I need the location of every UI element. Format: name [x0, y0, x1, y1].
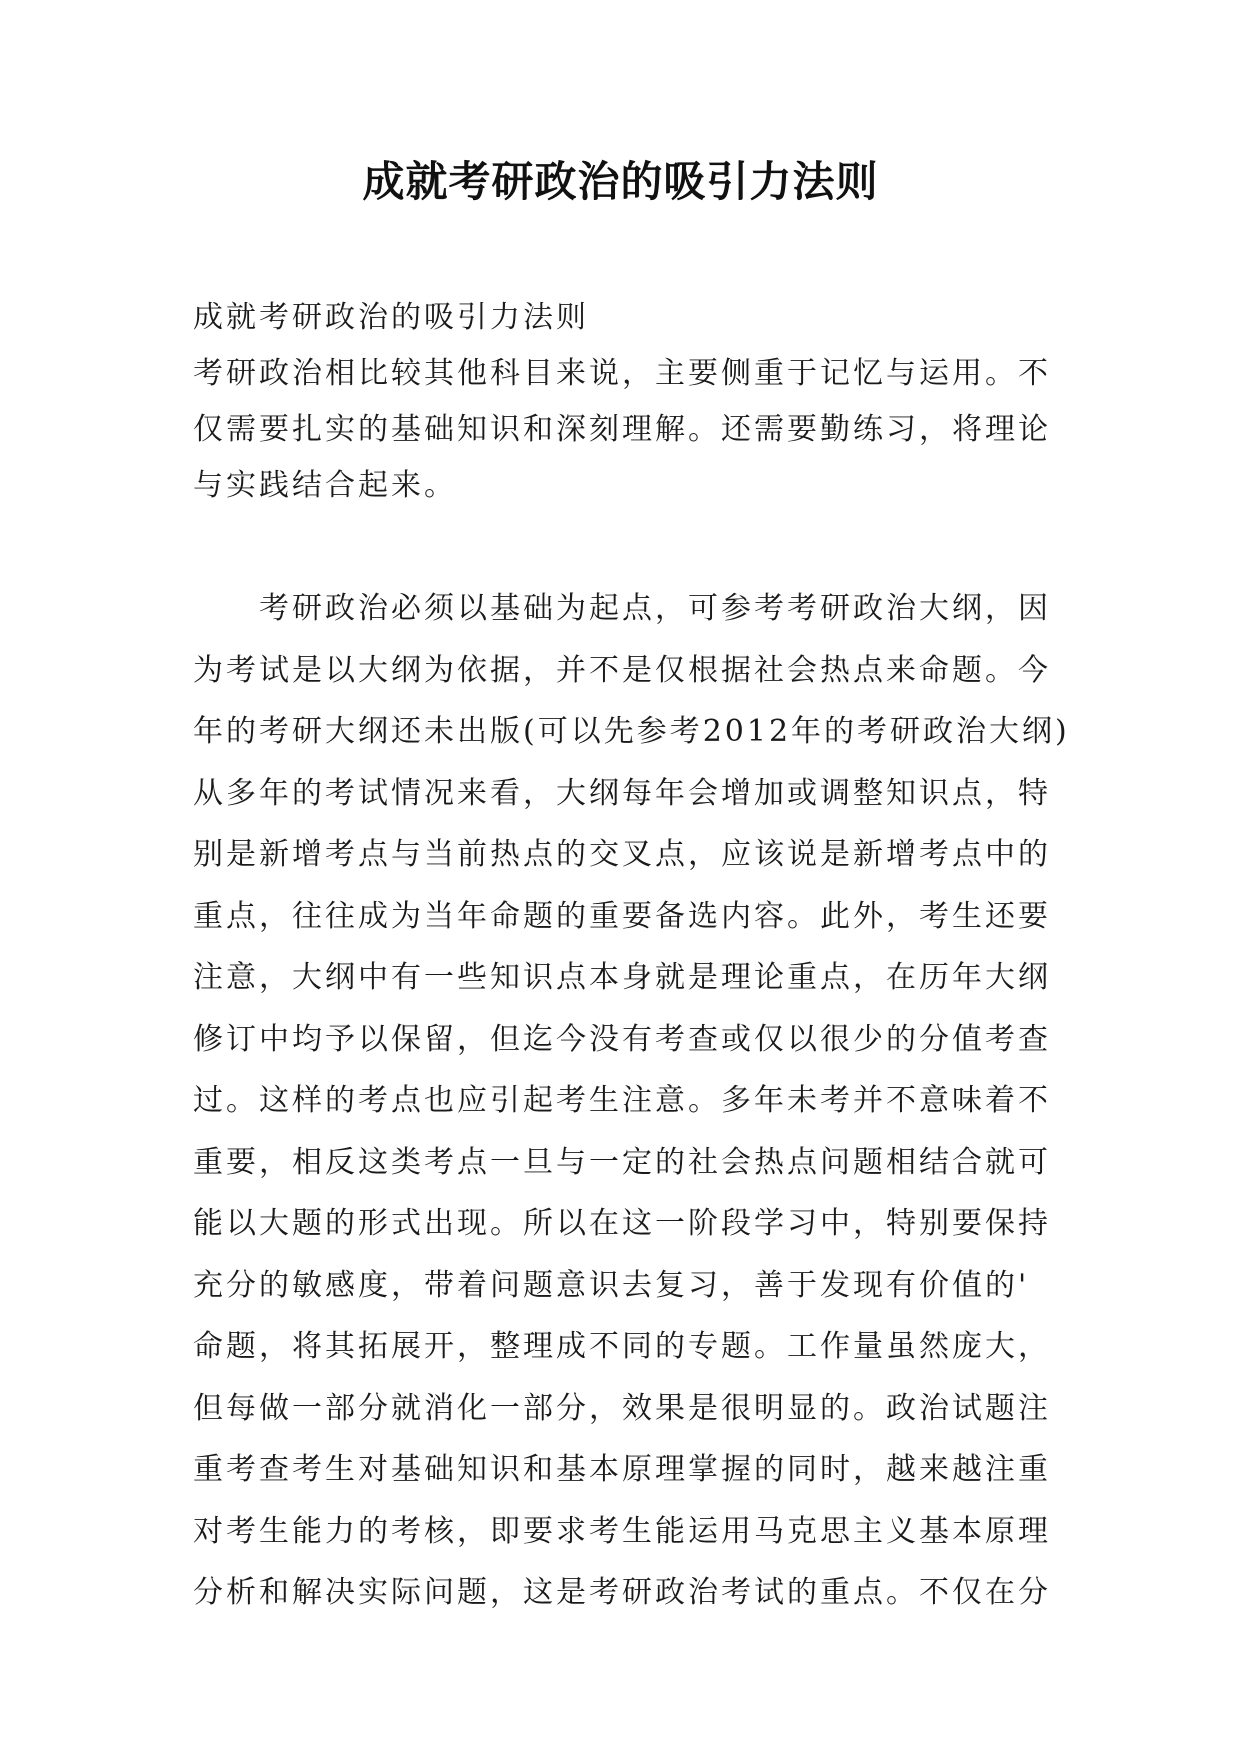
body-line: 分析和解决实际问题，这是考研政治考试的重点。不仅在分: [193, 1575, 1051, 1610]
body-line: 充分的敏感度，带着问题意识去复习，善于发现有价值的': [193, 1267, 1030, 1303]
body-paragraph: [193, 578, 1070, 1624]
body-line: 别是新增考点与当前热点的交叉点，应该说是新增考点中的: [193, 837, 1051, 872]
body-line: 但每做一部分就消化一部分，效果是很明显的。政治试题注: [193, 1390, 1051, 1426]
body-line: 为考试是以大纲为依据，并不是仅根据社会热点来命题。今: [193, 652, 1051, 688]
body-line: 对考生能力的考核，即要求考生能运用马克思主义基本原理: [193, 1513, 1051, 1549]
body-line: 注意，大纲中有一些知识点本身就是理论重点，在历年大纲: [193, 960, 1051, 995]
page-title: 成就考研政治的吸引力法则: [362, 157, 879, 206]
body-line: 重考查考生对基础知识和基本原理掌握的同时，越来越注重: [193, 1452, 1051, 1487]
body-line: 考研政治必须以基础为起点，可参考考研政治大纲，因: [259, 591, 1051, 626]
body-line: 命题，将其拓展开，整理成不同的专题。工作量虽然庞大，: [193, 1329, 1051, 1364]
body-line: 年的考研大纲还未出版(可以先参考2012年的考研政治大纲): [193, 714, 1070, 749]
body-line: 过。这样的考点也应引起考生注意。多年未考并不意味着不: [193, 1083, 1051, 1118]
intro-line: 考研政治相比较其他科目来说，主要侧重于记忆与运用。不: [193, 356, 1051, 391]
body-line: 从多年的考试情况来看，大纲每年会增加或调整知识点，特: [193, 775, 1051, 811]
intro-line: 仅需要扎实的基础知识和深刻理解。还需要勤练习，将理论: [193, 412, 1051, 447]
body-line: 重要，相反这类考点一旦与一定的社会热点问题相结合就可: [193, 1144, 1051, 1180]
body-line: 重点，往往成为当年命题的重要备选内容。此外，考生还要: [193, 898, 1051, 934]
body-line: 修订中均予以保留，但迄今没有考查或仅以很少的分值考查: [193, 1021, 1051, 1057]
intro-paragraph: [193, 290, 1063, 514]
intro-line: 与实践结合起来。: [193, 468, 457, 503]
intro-line: 成就考研政治的吸引力法则: [193, 300, 589, 335]
body-line: 能以大题的形式出现。所以在这一阶段学习中，特别要保持: [193, 1206, 1051, 1241]
